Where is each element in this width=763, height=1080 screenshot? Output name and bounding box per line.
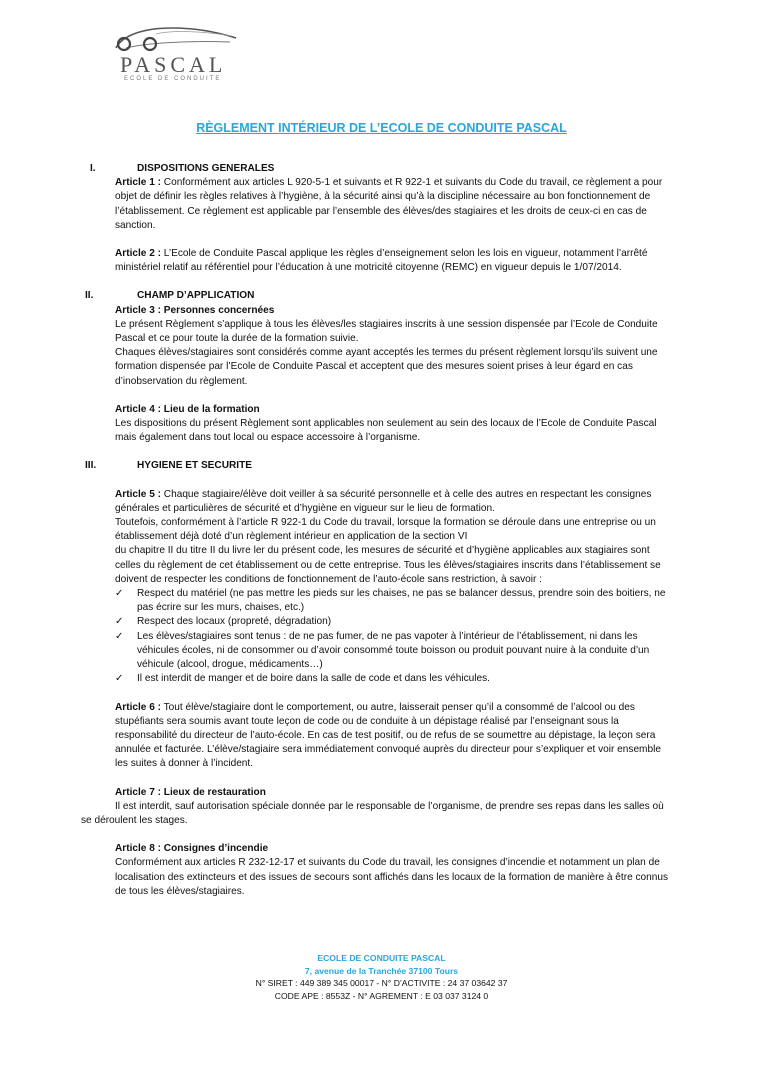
rules-list (115, 587, 675, 686)
section-number: II. (85, 290, 94, 302)
article-3-paragraph: Chaques élèves/stagiaires sont considérés comme ayant acceptés les termes du présent règlement lorsqu’ils suivent une formation dispensée par l’Ecole de Conduite Pascal et acceptent que des mesures soient prises à leur égard en cas d’inobservation du règlement. (115, 347, 658, 387)
section-title: DISPOSITIONS GENERALES (137, 163, 275, 174)
checkmark-icon: ✓ (115, 588, 124, 600)
document-body (81, 162, 675, 899)
article-text: Conformément aux articles L 920-5-1 et suivants et R 922-1 et suivants du Code du travail, ce règlement a pour objet de définir les règles relatives à l’hygiène, à la sécurité ainsi qu’à la discipline nécessaire au bon fonctionnement de l’établissement. Ce règlement est applicable par l’ensemble des élèves/des stagiaires et les droits de ceux-ci en cas de sanction. (115, 177, 663, 231)
article-label: Article 5 : (115, 488, 161, 500)
article-2 (115, 247, 675, 275)
footer-address: 7, avenue de la Tranchée 37100 Tours (304, 965, 459, 976)
section-heading-1 (90, 162, 675, 176)
checkmark-icon: ✓ (115, 616, 124, 628)
article-3-heading: Article 3 : Personnes concernées (115, 304, 275, 316)
checkmark-icon: ✓ (115, 673, 124, 685)
article-7-paragraph: Il est interdit, sauf autorisation spéciale donnée par le responsable de l’organisme, de prendre ses repas dans les salles où se déroulent les stages. (81, 800, 664, 826)
article-3-paragraph: Le présent Règlement s’applique à tous les élèves/les stagiaires inscrits à une session dispensée par l’Ecole de Conduite Pascal et ce pour toute la durée de la formation suivie. (115, 318, 658, 345)
article-label: Article 1 : (115, 177, 161, 189)
list-item: ✓ Il est interdit de manger et de boire dans la salle de code et dans les véhicules. (115, 672, 675, 686)
footer-ape: CODE APE : 8553Z - N° AGREMENT : E 03 037 3124 0 (274, 990, 489, 1001)
article-text: Tout élève/stagiaire dont le comportement, ou autre, laisserait penser qu’il a consommé de l’alcool ou des stupéfiants sera soumis avant toute leçon de code ou de conduite à un dépistage réalisé par l’enseignant sous la responsabilité du directeur de l’auto-école. En cas de test positif, ou de refus de se soumettre au dépistage, la leçon sera annulée et facturée. L’élève/stagiaire sera immédiatement convoqué auprès du directeur pour s’expliquer et voir ensemble les suites à donner à l’incident. (115, 701, 661, 770)
article-8-paragraph: Conformément aux articles R 232-12-17 et suivants du Code du travail, les consignes d’incendie et notamment un plan de localisation des extincteurs et des issues de secours sont affichés dans les locaux de la formation de manière à être connus de tous les élèves/stagiaires. (115, 857, 669, 897)
article-text: L’Ecole de Conduite Pascal applique les règles d’enseignement selon les lois en vigueur, notamment l’arrêté ministériel relatif au référentiel pour l’éducation à une motricité citoyenne (REMC) en vigueur depuis le 1/07/2014. (115, 248, 648, 274)
section-heading-2 (85, 289, 675, 303)
article-6 (115, 701, 675, 772)
logo-tagline: ECOLE DE CONDUITE (124, 76, 222, 82)
list-item: ✓ Respect des locaux (propreté, dégradation) (115, 615, 675, 629)
article-5-paragraph: du chapitre II du titre II du livre ler du présent code, les mesures de sécurité et d’hygiène applicables aux stagiaires sont celles du règlement de cet établissement ou de cette entreprise. Tous les élèves/stagiaires inscrits dans l’établissement se doivent de respecter les conditions de fonctionnement de l’auto-école sans restriction, à savoir : (115, 545, 661, 585)
section-number: I. (90, 163, 96, 174)
footer-siret: N° SIRET : 449 389 345 00017 - N° D’ACTIVITE : 24 37 03642 37 (255, 978, 508, 988)
list-item: ✓ Respect du matériel (ne pas mettre les pieds sur les chaises, ne pas se balancer dessus, prendre soin des boitiers, ne pas écrire sur les murs, chaises, etc.) (115, 588, 666, 614)
section-title: CHAMP D’APPLICATION (137, 290, 255, 302)
logo-name: PASCAL (120, 52, 227, 77)
article-text: Chaque stagiaire/élève doit veiller à sa sécurité personnelle et à celle des autres en respectant les consignes générales et particulières de sécurité et d’hygiène en vigueur sur le lieu de formation. (115, 488, 652, 514)
document-title: RÈGLEMENT INTÉRIEUR DE L’ECOLE DE CONDUITE PASCAL (196, 121, 567, 135)
article-7-heading: Article 7 : Lieux de restauration (115, 786, 266, 798)
article-5 (115, 488, 675, 516)
article-8-heading: Article 8 : Consignes d’incendie (115, 843, 269, 855)
footer-company: ECOLE DE CONDUITE PASCAL (317, 953, 446, 963)
page-footer (0, 952, 763, 1002)
section-title: HYGIENE ET SECURITE (137, 460, 252, 472)
section-number: III. (85, 460, 97, 472)
list-item: ✓ Les élèves/stagiaires sont tenus : de ne pas fumer, de ne pas vapoter à l’intérieur de l’établissement, ni dans les véhicules écoles, ni de consommer ou d’avoir consommé toute boisson ou produit pouvant nuire à la conduite d’un véhicule (alcool, drogue, médicaments…) (115, 630, 650, 671)
article-4-heading: Article 4 : Lieu de la formation (115, 403, 260, 415)
logo (112, 22, 242, 84)
section-heading-3 (85, 459, 675, 473)
article-1 (115, 176, 675, 233)
car-logo-icon (112, 22, 242, 56)
article-label: Article 2 : (115, 248, 161, 260)
checkmark-icon: ✓ (115, 630, 124, 642)
article-4-paragraph: Les dispositions du présent Règlement sont applicables non seulement au sein des locaux de l’Ecole de Conduite Pascal mais également dans tout local ou espace accessoire à l’organisme. (115, 418, 657, 444)
article-5-paragraph: Toutefois, conformément à l’article R 922-1 du Code du travail, lorsque la formation se déroule dans une entreprise ou un établissement déjà doté d’un règlement intérieur en application de la section VI (115, 517, 656, 543)
article-label: Article 6 : (115, 701, 161, 713)
